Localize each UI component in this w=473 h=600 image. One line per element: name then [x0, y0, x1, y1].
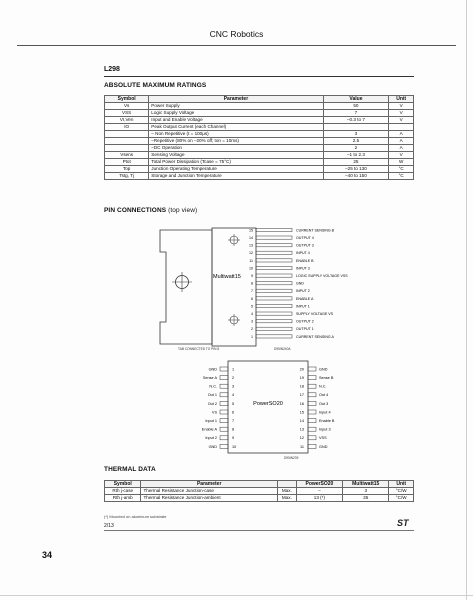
multiwatt15-diagram: [150, 222, 410, 352]
page-number: 34: [42, 550, 53, 560]
pin-number: 8: [251, 281, 253, 286]
pin-lead: [256, 297, 292, 300]
pin-name: Out 1: [207, 393, 217, 398]
table-cell: Rth j-amb: [105, 495, 141, 502]
table-cell: –40 to 150: [323, 173, 389, 180]
table-cell: A: [389, 138, 414, 145]
pin-lead: [220, 444, 228, 448]
table-row: [105, 103, 414, 110]
pin-number: 6: [232, 410, 235, 415]
col-header: Parameter: [149, 96, 323, 103]
pin-lead: [256, 282, 292, 285]
pin-lead: [220, 393, 228, 397]
pin-number: 11: [249, 258, 253, 263]
pin-number: 14: [249, 236, 253, 240]
col-header: PowerSO20: [296, 481, 342, 488]
table-cell: 13 (*): [296, 495, 342, 502]
table-cell: Input and Enable Voltage: [149, 117, 323, 124]
powerso20-diagram: [170, 358, 370, 462]
pin-number: 6: [251, 296, 253, 301]
table-cell: Total Power Dissipation (Tcase = 75°C): [149, 159, 323, 166]
abs-max-title: ABSOLUTE MAXIMUM RATINGS: [104, 82, 207, 89]
pin-number: 4: [232, 393, 235, 398]
pin-name: SUPPLY VOLTAGE VS: [296, 312, 334, 316]
pin-name: ENABLE B: [296, 258, 314, 263]
pin-lead: [256, 304, 292, 307]
thermal-table: [104, 480, 414, 502]
pin-name: CURRENT SENSING B: [296, 228, 335, 233]
powerso-code: D95IN239: [284, 456, 299, 460]
pin-lead: [256, 259, 292, 262]
pin-connections-heading: PIN CONNECTIONS: [104, 207, 167, 214]
table-cell: –Repetitive (80% on –20% off; ton = 10ms): [149, 138, 323, 145]
pin-lead: [308, 444, 316, 448]
table-row: [105, 124, 414, 131]
pin-name: VSS: [319, 436, 327, 441]
table-row: [105, 166, 414, 173]
table-cell: 3: [343, 488, 389, 495]
tab-note: TAB CONNECTED TO PIN 8: [178, 347, 220, 351]
table-cell: A: [389, 131, 414, 138]
table-row: [105, 145, 414, 152]
table-cell: IO: [105, 124, 149, 131]
col-header: Value: [323, 96, 389, 103]
pin-name: Enable B: [319, 419, 335, 423]
pin-number: 10: [232, 444, 237, 449]
table-cell: VI,Ven: [105, 117, 149, 124]
table-cell: 3: [323, 131, 389, 138]
pin-number: 7: [251, 289, 253, 294]
table-cell: [105, 131, 149, 138]
pin-name: OUTPUT 4: [296, 236, 314, 240]
col-header: [277, 481, 296, 488]
table-cell: 2: [323, 145, 389, 152]
table-cell: Max.: [277, 488, 296, 495]
pin-lead: [256, 274, 292, 277]
pin-name: LOGIC SUPPLY VOLTAGE VSS: [296, 274, 348, 278]
pin-name: Input 4: [319, 410, 331, 415]
pin-lead: [308, 384, 316, 388]
table-cell: V: [389, 110, 414, 117]
pin-name: Input 3: [319, 427, 331, 432]
pin-lead: [256, 236, 292, 239]
table-cell: 2.5: [323, 138, 389, 145]
table-cell: –: [296, 488, 342, 495]
table-cell: –25 to 130: [323, 166, 389, 173]
pin-number: 3: [251, 319, 253, 324]
pin-lead: [220, 436, 228, 440]
pin-lead: [256, 320, 292, 323]
powerso-label: PowerSO20: [253, 401, 283, 407]
table-cell: –1 to 2.3: [323, 152, 389, 159]
table-cell: –DC Operation: [149, 145, 323, 152]
pin-lead: [256, 244, 292, 247]
pin-name: Input 1: [205, 419, 217, 423]
pin-lead: [256, 335, 292, 338]
table-cell: Thermal Resistance Junction-case: [141, 488, 277, 495]
table-cell: 25: [323, 159, 389, 166]
pin-connections-title: [104, 207, 197, 214]
table-row: [105, 488, 414, 495]
table-cell: Sensing Voltage: [149, 152, 323, 159]
table-cell: °C/W: [389, 495, 414, 502]
pin-number: 19: [299, 376, 304, 380]
table-cell: –0.3 to 7: [323, 117, 389, 124]
pin-number: 10: [249, 266, 253, 271]
table-cell: V: [389, 103, 414, 110]
pin-number: 5: [251, 304, 253, 309]
page-edge-right: [466, 0, 467, 600]
pin-number: 18: [299, 384, 304, 389]
pin-number: 12: [249, 251, 253, 256]
pin-name: VS: [211, 410, 217, 415]
pin-number: 4: [251, 312, 253, 316]
table-row: [105, 131, 414, 138]
pin-number: 15: [299, 410, 304, 415]
thermal-title: THERMAL DATA: [104, 466, 156, 473]
pin-lead: [220, 384, 228, 388]
pin-lead: [220, 419, 228, 423]
pin-name: INPUT 1: [296, 304, 310, 309]
pin-lead: [220, 410, 228, 414]
pin-number: 13: [249, 243, 253, 248]
pin-connections-subtitle: (top view): [168, 207, 198, 214]
pin-name: Out 4: [319, 393, 329, 398]
pin-lead: [256, 266, 292, 269]
multiwatt-code: D95IN240A: [274, 347, 291, 351]
pin-name: Input 2: [205, 436, 217, 441]
table-cell: Vs: [105, 103, 149, 110]
pin-number: 15: [249, 228, 253, 233]
table-cell: V: [389, 152, 414, 159]
pin-name: INPUT 3: [296, 266, 310, 271]
pin-lead: [256, 251, 292, 254]
table-cell: 7: [323, 110, 389, 117]
pin-number: 13: [299, 427, 304, 432]
pin-lead: [256, 327, 292, 330]
part-number: L298: [104, 66, 120, 73]
header-title: CNC Robotics: [209, 29, 264, 39]
pin-lead: [308, 401, 316, 405]
table-cell: VSS: [105, 110, 149, 117]
part-rule: [104, 76, 414, 77]
pin-lead: [220, 376, 228, 380]
table-cell: [389, 124, 414, 131]
page-of: 2/13: [104, 523, 114, 529]
col-header: Parameter: [141, 481, 277, 488]
pin-name: GND: [208, 444, 217, 449]
pin-name: Out 2: [207, 401, 217, 406]
pin-name: GND: [319, 444, 328, 449]
pin-number: 11: [300, 444, 304, 449]
table-cell: [323, 124, 389, 131]
col-header: Unit: [389, 481, 414, 488]
pin-lead: [220, 401, 228, 405]
pin-name: ENABLE A: [296, 296, 314, 301]
table-cell: 35: [343, 495, 389, 502]
pin-name: GND: [319, 367, 328, 372]
pin-lead: [308, 376, 316, 380]
table-cell: Max.: [277, 495, 296, 502]
multiwatt-label: Multiwatt15: [213, 274, 241, 280]
table-cell: – Non Repetitive (t = 100μs): [149, 131, 323, 138]
package-body: [228, 361, 308, 453]
pin-lead: [308, 410, 316, 414]
pin-lead: [308, 367, 316, 371]
col-header: Symbol: [105, 96, 149, 103]
pin-lead: [308, 419, 316, 423]
col-header: Symbol: [105, 481, 141, 488]
table-row: [105, 110, 414, 117]
pin-name: OUTPUT 2: [296, 319, 314, 324]
table-cell: 50: [323, 103, 389, 110]
pin-name: GND: [296, 281, 304, 286]
table-cell: [105, 138, 149, 145]
table-cell: [105, 145, 149, 152]
pin-number: 20: [299, 367, 304, 372]
pin-name: N.C.: [319, 384, 327, 389]
table-cell: Power Supply: [149, 103, 323, 110]
table-cell: °C/W: [389, 488, 414, 495]
pin-name: Sense B: [319, 376, 334, 380]
pin-name: N.C.: [209, 384, 217, 389]
table-cell: Rth j-case: [105, 488, 141, 495]
pin-number: 2: [251, 327, 253, 332]
table-cell: Top: [105, 166, 149, 173]
pin-number: 9: [251, 274, 253, 278]
pin-name: INPUT 2: [296, 289, 310, 294]
table-header-row: [105, 96, 414, 103]
st-logo-icon: ST: [397, 518, 409, 528]
pin-lead: [256, 228, 292, 231]
table-cell: Thermal Resistance Junction-ambient: [141, 495, 277, 502]
table-cell: W: [389, 159, 414, 166]
table-cell: Peak Output Current (each Channel): [149, 124, 323, 131]
pin-lead: [308, 393, 316, 397]
pin-number: 7: [232, 419, 235, 423]
pin-lead: [256, 289, 292, 292]
pin-name: OUTPUT 1: [296, 327, 314, 332]
pin-number: 17: [299, 393, 304, 398]
pin-name: INPUT 4: [296, 251, 310, 256]
table-cell: °C: [389, 173, 414, 180]
pin-name: Out 3: [319, 401, 329, 406]
table-row: [105, 152, 414, 159]
pin-number: 8: [232, 427, 235, 432]
table-cell: A: [389, 145, 414, 152]
pin-lead: [308, 427, 316, 431]
pin-number: 3: [232, 384, 235, 389]
pin-number: 9: [232, 436, 235, 441]
table-cell: Junction Operating Temperature: [149, 166, 323, 173]
pin-lead: [220, 427, 228, 431]
header-rule: [17, 45, 456, 46]
pin-number: 5: [232, 401, 235, 406]
table-cell: Tstg, Tj: [105, 173, 149, 180]
pin-name: GND: [208, 367, 217, 372]
pin-number: 1: [232, 367, 235, 372]
table-cell: V: [389, 117, 414, 124]
col-header: Unit: [389, 96, 414, 103]
pin-number: 16: [299, 401, 304, 406]
table-row: [105, 159, 414, 166]
table-cell: °C: [389, 166, 414, 173]
pin-name: Sense A: [202, 376, 217, 380]
pin-lead: [220, 367, 228, 371]
table-row: [105, 138, 414, 145]
pin-lead: [256, 312, 292, 315]
pin-number: 2: [232, 376, 235, 380]
table-cell: Ptot: [105, 159, 149, 166]
pin-name: CURRENT SENSING A: [296, 334, 334, 339]
pin-name: Enable A: [201, 427, 217, 432]
page-edge-bottom: [0, 595, 473, 596]
table-cell: Vsens: [105, 152, 149, 159]
table-cell: Logic Supply Voltage: [149, 110, 323, 117]
pin-number: 12: [299, 436, 304, 441]
table-row: [105, 117, 414, 124]
table-cell: Storage and Junction Temperature: [149, 173, 323, 180]
col-header: Multiwatt15: [343, 481, 389, 488]
table-row: [105, 173, 414, 180]
pin-number: 14: [299, 419, 304, 423]
pin-name: OUTPUT 3: [296, 243, 314, 248]
pin-lead: [308, 436, 316, 440]
pin-number: 1: [251, 334, 253, 339]
table-row: [105, 495, 414, 502]
footnote: (*) Mounted on aluminum substrate: [104, 514, 167, 519]
table-header-row: [105, 481, 414, 488]
footer-rule: [104, 530, 414, 531]
abs-max-table: [104, 95, 414, 180]
